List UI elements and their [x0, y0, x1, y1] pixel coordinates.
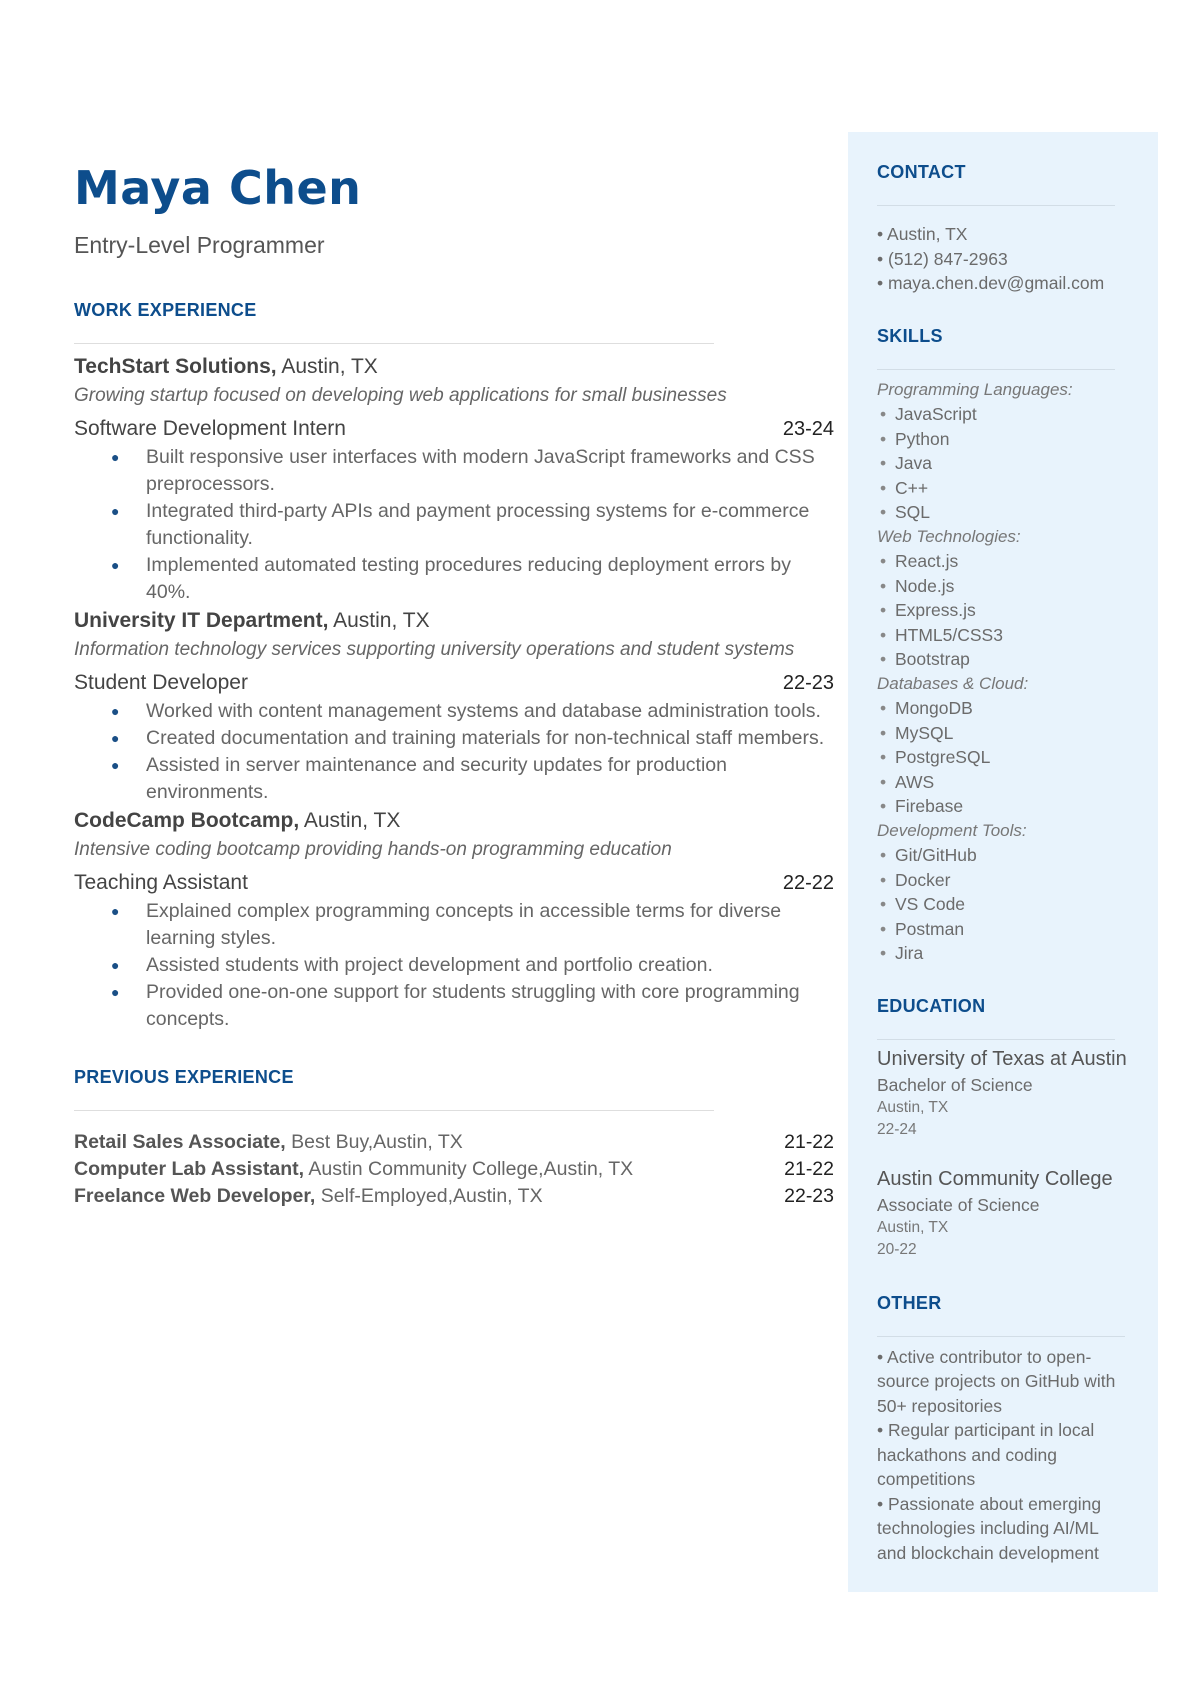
- previous-title: Retail Sales Associate,: [74, 1131, 286, 1153]
- candidate-name: Maya Chen: [74, 161, 362, 215]
- bullet-item: ● Assisted students with project development and portfolio creation.: [74, 952, 834, 979]
- education-location: Austin, TX: [877, 1098, 949, 1116]
- role-line: [74, 868, 834, 898]
- skills-heading: SKILLS: [877, 325, 943, 346]
- skill-category: Development Tools:: [877, 820, 1027, 840]
- role-title: Software Development Intern: [74, 417, 346, 440]
- skill-category: Web Technologies:: [877, 526, 1021, 546]
- job-entry: [74, 806, 834, 1033]
- other-item: • Passionate about emerging technologies including AI/ML and blockchain development: [877, 1493, 1102, 1563]
- other-list: [877, 1345, 1127, 1566]
- skill-item: • SQL: [877, 500, 1133, 525]
- role-title: Teaching Assistant: [74, 871, 248, 894]
- education-entry: [877, 1166, 1133, 1261]
- company-name: TechStart Solutions,: [74, 355, 277, 378]
- bullet-list: [74, 444, 834, 606]
- job-entry: [74, 352, 834, 606]
- skill-item: • Postman: [877, 917, 1133, 942]
- previous-dates: 21-22: [784, 1158, 834, 1180]
- role-dates: 22-22: [782, 872, 834, 894]
- skill-item: • PostgreSQL: [877, 745, 1133, 770]
- other-item: • Regular participant in local hackathons and coding competitions: [877, 1420, 1095, 1489]
- contact-phone: • (512) 847-2963: [877, 248, 1008, 269]
- company-location: Austin, TX: [303, 809, 401, 832]
- candidate-title: Entry-Level Programmer: [74, 232, 325, 258]
- skill-item: • Express.js: [877, 598, 1133, 623]
- bullet-list: [74, 898, 834, 1033]
- divider: [877, 369, 1115, 370]
- company-tagline: Information technology services supporting university operations and student systems: [74, 639, 795, 660]
- company-line: [74, 806, 834, 836]
- work-experience-heading: WORK EXPERIENCE: [74, 300, 257, 320]
- bullet-item: ● Assisted in server maintenance and security updates for production environments.: [74, 752, 834, 806]
- company-tagline: Growing startup focused on developing web applications for small businesses: [74, 385, 727, 406]
- divider: [877, 1336, 1125, 1337]
- job-entry: [74, 606, 834, 806]
- skill-item: • Firebase: [877, 794, 1133, 819]
- bullet-item: ● Worked with content management systems and database administration tools.: [74, 698, 834, 725]
- previous-dates: 21-22: [784, 1131, 834, 1153]
- skill-category: Databases & Cloud:: [877, 673, 1029, 693]
- previous-experience-list: [74, 1129, 834, 1210]
- bullet-item: ● Implemented automated testing procedures reducing deployment errors by 40%.: [74, 552, 834, 606]
- education-entry: [877, 1046, 1133, 1141]
- main-column: [74, 150, 834, 1210]
- sidebar-content: [877, 132, 1133, 1565]
- skill-item: • Jira: [877, 941, 1133, 966]
- other-heading: OTHER: [877, 1292, 942, 1313]
- skill-item: • C++: [877, 476, 1133, 501]
- company-location: Austin, TX: [281, 355, 378, 378]
- skill-item: • AWS: [877, 770, 1133, 795]
- skill-item: • JavaScript: [877, 402, 1133, 427]
- skill-item: • VS Code: [877, 892, 1133, 917]
- bullet-item: ● Integrated third-party APIs and payment processing systems for e-commerce functionality.: [74, 498, 834, 552]
- contact-location: • Austin, TX: [877, 224, 968, 244]
- bullet-item: ● Built responsive user interfaces with modern JavaScript frameworks and CSS preprocessors.: [74, 444, 834, 498]
- previous-experience-heading: PREVIOUS EXPERIENCE: [74, 1067, 294, 1087]
- skill-item: • MySQL: [877, 721, 1133, 746]
- contact-heading: CONTACT: [877, 162, 966, 182]
- company-name: University IT Department,: [74, 609, 329, 632]
- skill-category: Programming Languages:: [877, 379, 1073, 399]
- previous-title: Freelance Web Developer,: [74, 1185, 316, 1207]
- bullet-list: [74, 698, 834, 806]
- skill-item: • Git/GitHub: [877, 843, 1133, 868]
- company-line: [74, 606, 834, 636]
- company-location: Austin, TX: [333, 609, 430, 632]
- education-school: Austin Community College: [877, 1167, 1113, 1190]
- bullet-item: ● Created documentation and training materials for non-technical staff members.: [74, 725, 834, 752]
- skill-item: • MongoDB: [877, 696, 1133, 721]
- role-line: [74, 414, 834, 444]
- skill-item: • Python: [877, 427, 1133, 452]
- education-school: University of Texas at Austin: [877, 1047, 1127, 1070]
- previous-place: Best Buy,Austin, TX: [291, 1131, 463, 1153]
- skill-item: • Node.js: [877, 574, 1133, 599]
- company-tagline: Intensive coding bootcamp providing hands-on programming education: [74, 839, 672, 860]
- education-degree: Associate of Science: [877, 1194, 1040, 1215]
- previous-dates: 22-23: [784, 1185, 834, 1207]
- skill-item: • HTML5/CSS3: [877, 623, 1133, 648]
- previous-row: [74, 1183, 834, 1210]
- skill-item: • Bootstrap: [877, 647, 1133, 672]
- other-item: • Active contributor to open-source projects on GitHub with 50+ repositories: [877, 1346, 1116, 1416]
- contact-list: [877, 222, 1133, 296]
- company-line: [74, 352, 834, 382]
- contact-email: • maya.chen.dev@gmail.com: [877, 273, 1105, 293]
- education-dates: 22-24: [877, 1120, 917, 1138]
- role-title: Student Developer: [74, 671, 248, 694]
- skill-item: • React.js: [877, 549, 1133, 574]
- role-dates: 23-24: [782, 418, 834, 440]
- education-degree: Bachelor of Science: [877, 1074, 1033, 1095]
- role-line: [74, 668, 834, 698]
- previous-place: Self-Employed,Austin, TX: [320, 1185, 543, 1207]
- company-name: CodeCamp Bootcamp,: [74, 809, 300, 832]
- education-dates: 20-22: [877, 1240, 917, 1258]
- previous-place: Austin Community College,Austin, TX: [308, 1158, 634, 1180]
- divider: [74, 343, 714, 344]
- divider: [877, 1039, 1115, 1040]
- sidebar: [848, 132, 1158, 1592]
- previous-row: [74, 1129, 834, 1156]
- divider: [74, 1110, 714, 1111]
- education-heading: EDUCATION: [877, 995, 986, 1016]
- skills-list: [877, 378, 1133, 966]
- skill-item: • Docker: [877, 868, 1133, 893]
- bullet-item: ● Provided one-on-one support for students struggling with core programming concepts.: [74, 979, 834, 1033]
- role-dates: 22-23: [782, 672, 834, 694]
- divider: [877, 205, 1115, 206]
- skill-item: • Java: [877, 451, 1133, 476]
- education-location: Austin, TX: [877, 1218, 949, 1236]
- bullet-item: ● Explained complex programming concepts in accessible terms for diverse learning styles.: [74, 898, 834, 952]
- previous-title: Computer Lab Assistant,: [74, 1158, 305, 1180]
- previous-row: [74, 1156, 834, 1183]
